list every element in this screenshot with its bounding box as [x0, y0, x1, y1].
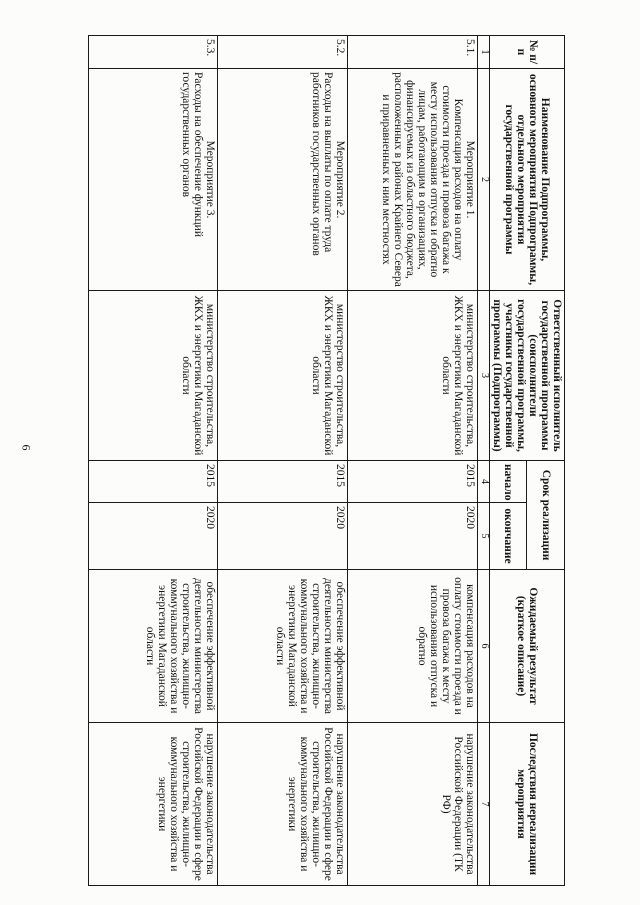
expected-result: обеспечение эффективной деятельности министерства строительства, жилищно-коммунального хозяйства и энергетики Магаданской области — [89, 570, 218, 723]
row-number: 5.1. — [348, 36, 478, 69]
measure-title: Мероприятие 1. — [464, 140, 477, 219]
measures-table — [88, 35, 565, 886]
column-number: 2 — [478, 69, 490, 291]
measure-cell — [348, 69, 478, 291]
row-number: 5.2. — [218, 36, 348, 69]
measure-cell — [89, 69, 218, 291]
consequence: нарушение законодательства Российской Федерации (ТК РФ) — [348, 723, 478, 886]
column-number: 5 — [478, 503, 490, 570]
measure-title: Мероприятие 3. — [204, 140, 217, 219]
executor: министерство строительства, ЖКХ и энергетики Магаданской области — [89, 291, 218, 461]
header-number: № п/п — [489, 36, 564, 69]
row-number: 5.3. — [89, 36, 218, 69]
table-row — [218, 36, 348, 886]
consequence: нарушение законодательства Российской Федерации в сфере строительства, жилищно-коммунального хозяйства и энергетики — [89, 723, 218, 886]
header-result: Ожидаемый результат (краткое описание) — [489, 570, 564, 723]
header-start: начало — [489, 461, 527, 503]
column-number: 6 — [478, 570, 490, 723]
measure-description: Расходы на обеспечение функций государственных органов — [180, 72, 205, 237]
column-number: 1 — [478, 36, 490, 69]
page-number: 6 — [19, 444, 34, 451]
column-number: 3 — [478, 291, 490, 461]
executor: министерство строительства, ЖКХ и энергетики Магаданской области — [218, 291, 348, 461]
end-year: 2020 — [218, 503, 348, 570]
expected-result: компенсация расходов на оплату стоимости проезда и провоза багажа к месту использования отпуска и обратно — [348, 570, 478, 723]
header-name: Наименование Подпрограммы, основного мероприятия Подпрограммы, отдельного мероприятия государственной программы — [489, 69, 564, 291]
table-row — [89, 36, 218, 886]
measure-description: Расходы на выплаты по оплате труда работников государственных органов — [310, 72, 335, 256]
header-term: Срок реализации — [527, 461, 565, 570]
rotated-table-container — [143, 35, 565, 885]
measure-description: Компенсация расходов на оплату стоимости проезда и провоза багажа к месту использования отпуска и обратно лицам, работающим в организациях, финансируемых из областного бюджета, расположенных в районах Крайнего Севера и приравненных к ним местностях — [379, 72, 465, 287]
start-year: 2015 — [89, 461, 218, 503]
column-number: 7 — [478, 723, 490, 886]
header-end: окончание — [489, 503, 527, 570]
start-year: 2015 — [348, 461, 478, 503]
end-year: 2020 — [89, 503, 218, 570]
executor: министерство строительства, ЖКХ и энергетики Магаданской области — [348, 291, 478, 461]
consequence: нарушение законодательства Российской Федерации в сфере строительства, жилищно-коммунального хозяйства и энергетики — [218, 723, 348, 886]
measure-title: Мероприятие 2. — [334, 140, 347, 219]
header-executor: Ответственный исполнитель государственной программы (соисполнители государственной программы, участники государственной программы (Подпрограммы) — [489, 291, 564, 461]
end-year: 2020 — [348, 503, 478, 570]
measure-cell — [218, 69, 348, 291]
start-year: 2015 — [218, 461, 348, 503]
table-row — [348, 36, 478, 886]
expected-result: обеспечение эффективной деятельности министерства строительства, жилищно-коммунального хозяйства и энергетики Магаданской области — [218, 570, 348, 723]
column-number: 4 — [478, 461, 490, 503]
header-consequences: Последствия нереализации мероприятия — [489, 723, 564, 886]
